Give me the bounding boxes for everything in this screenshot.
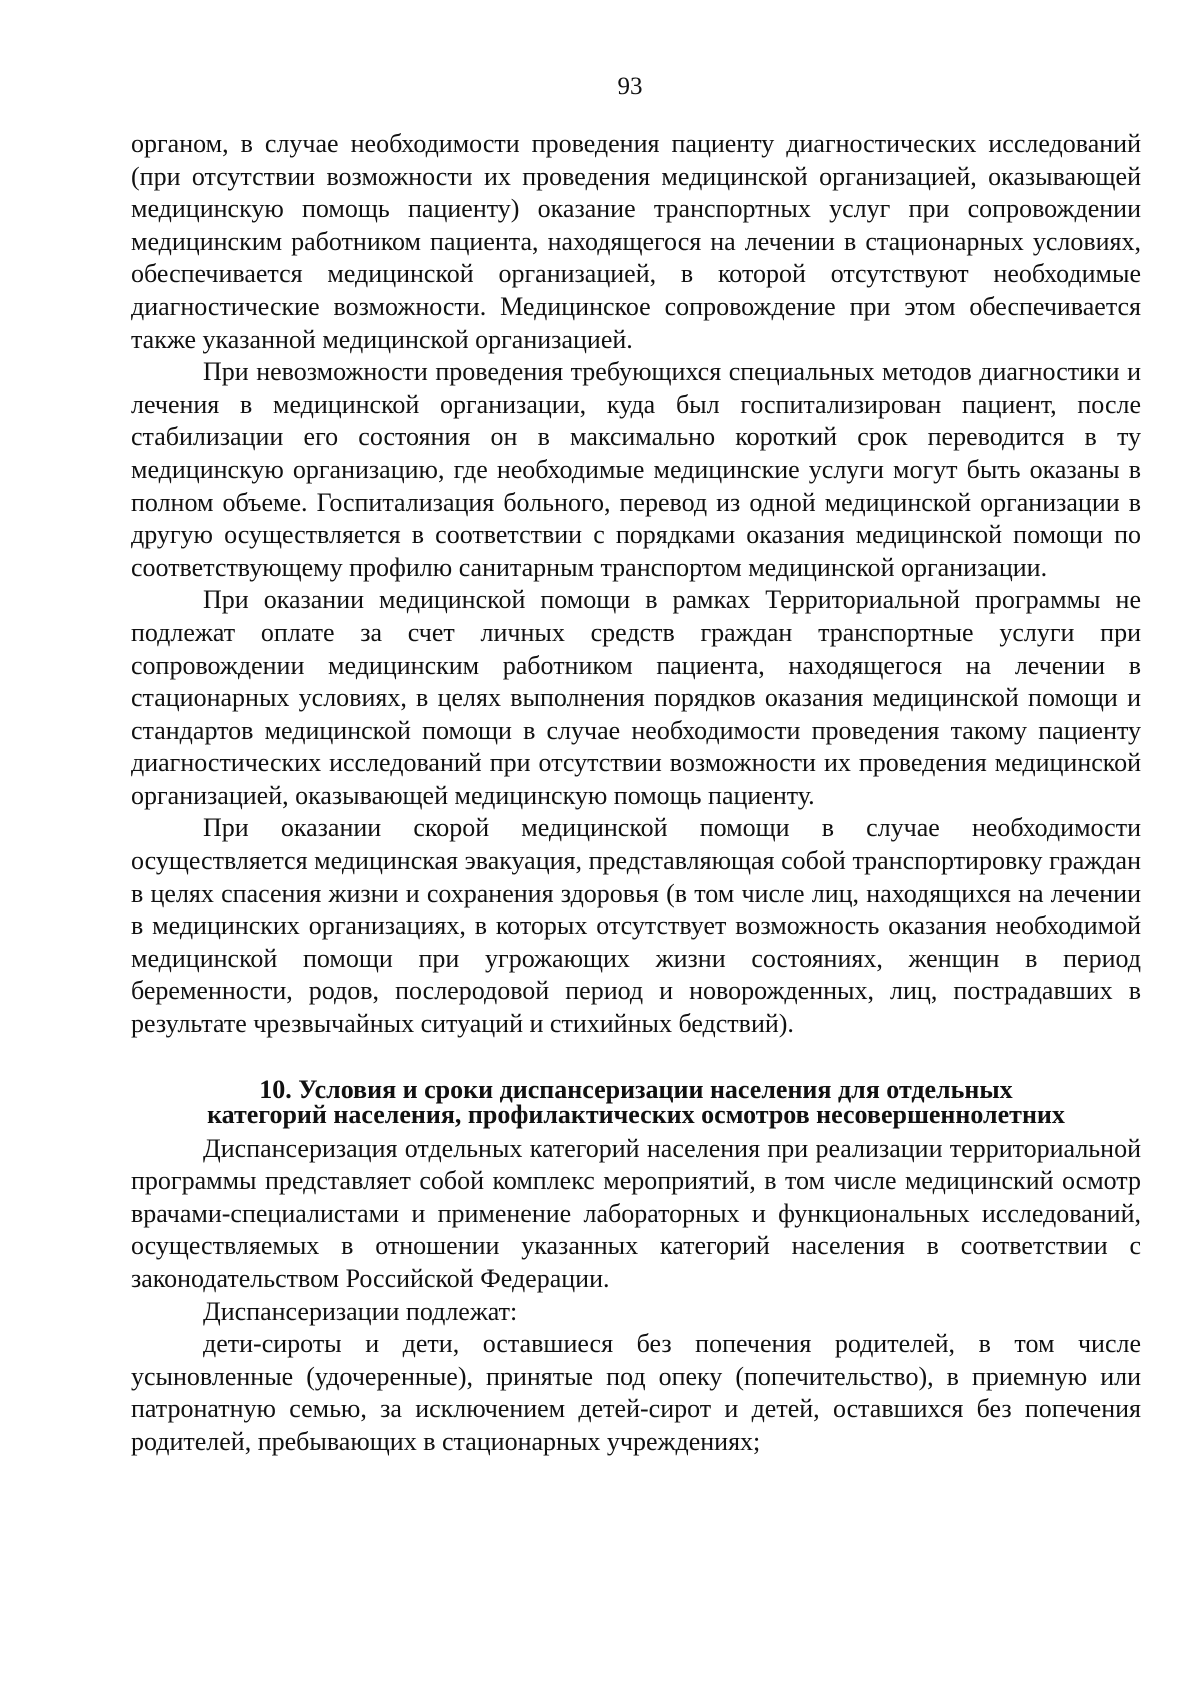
paragraph-4: При оказании скорой медицинской помощи в случае необходимости осуществляется медицинская эвакуация, представляющая собой транспортировку граждан в целях спасения жизни и сохранения здоровья (в том числе лиц, находящихся на лечении в медицинских организациях, в которых отсутствует возможность оказания необходимой медицинской помощи при угрожающих жизни состояниях, женщин в период беременности, родов, послеродовой период и новорожденных, лиц, пострадавших в результате чрезвычайных ситуаций и стихийных бедствий). xyxy=(131,813,1141,1039)
paragraph-3: При оказании медицинской помощи в рамках Территориальной программы не подлежат оплате за счет личных средств граждан транспортные услуги при сопровождении медицинским работником пациента, находящегося на лечении в стационарных условиях, в целях выполнения порядков оказания медицинской помощи и стандартов медицинской помощи в случае необходимости проведения такому пациенту диагностических исследований при отсутствии возможности их проведения медицинской организацией, оказывающей медицинскую помощь пациенту. xyxy=(131,585,1141,810)
section-heading-line-1: 10. Условия и сроки диспансеризации населения для отдельных xyxy=(259,1074,1013,1104)
section-heading xyxy=(131,1074,1141,1129)
paragraph-1: органом, в случае необходимости проведения пациенту диагностических исследований (при отсутствии возможности их проведения медицинской организацией, оказывающей медицинскую помощь пациенту) оказание транспортных услуг при сопровождении медицинским работником пациента, находящегося на лечении в стационарных условиях, обеспечивается медицинской организацией, в которой отсутствуют необходимые диагностические возможности. Медицинское сопровождение при этом обеспечивается также указанной медицинской организацией. xyxy=(131,129,1141,354)
document-body xyxy=(131,128,1141,1459)
paragraph-6: Диспансеризации подлежат: xyxy=(203,1296,518,1326)
paragraph-5: Диспансеризация отдельных категорий населения при реализации территориальной программы представляет собой комплекс мероприятий, в том числе медицинский осмотр врачами-специалистами и применение лабораторных и функциональных исследований, осуществляемых в отношении указанных категорий населения в соответствии с законодательством Российской Федерации. xyxy=(131,1133,1141,1293)
page-number: 93 xyxy=(617,73,643,100)
paragraph-7: дети-сироты и дети, оставшиеся без попечения родителей, в том числе усыновленные (удочеренные), принятые под опеку (попечительство), в приемную или патронатную семью, за исключением детей-сирот и детей, оставшихся без попечения родителей, пребывающих в стационарных учреждениях; xyxy=(131,1329,1141,1456)
paragraph-2: При невозможности проведения требующихся специальных методов диагностики и лечения в медицинской организации, куда был госпитализирован пациент, после стабилизации его состояния он в максимально короткий срок переводится в ту медицинскую организацию, где необходимые медицинские услуги могут быть оказаны в полном объеме. Госпитализация больного, перевод из одной медицинской организации в другую осуществляется в соответствии с порядками оказания медицинской помощи по соответствующему профилю санитарным транспортом медицинской организации. xyxy=(131,357,1141,582)
section-heading-line-2: категорий населения, профилактических осмотров несовершеннолетних xyxy=(207,1099,1065,1129)
